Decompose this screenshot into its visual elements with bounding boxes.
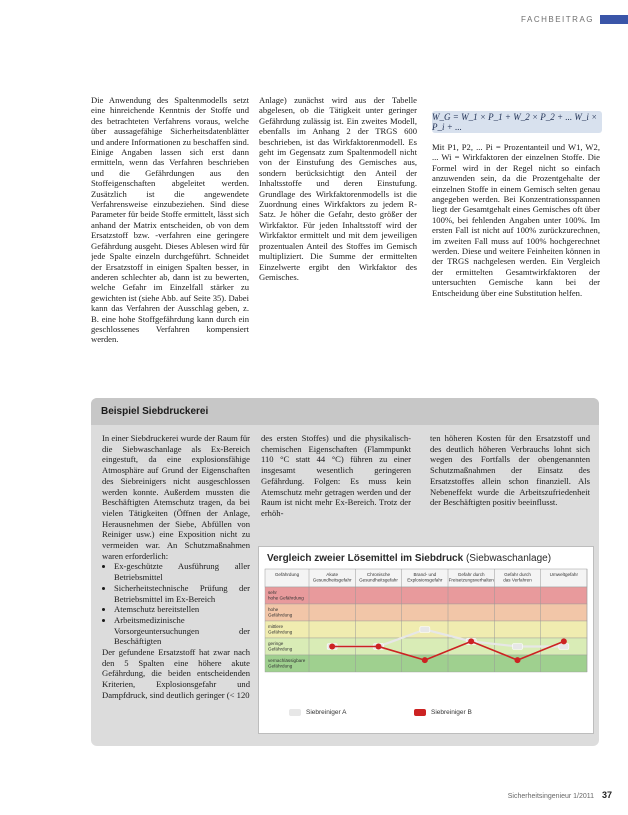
data-point (559, 644, 569, 650)
footer-text: Sicherheitsingenieur 1/2011 (507, 793, 595, 800)
example-title: Beispiel Siebdruckerei (91, 398, 599, 425)
data-point (420, 627, 430, 633)
risk-row (265, 604, 587, 621)
data-point (513, 644, 523, 650)
legend-item-a (289, 707, 346, 717)
column-header: Gefahr durch das Verfahren (503, 572, 532, 583)
list-item: • Arbeitsmedizinische Vorsorgeuntersuchungen der Beschäftigten (114, 615, 250, 647)
column-header: Umweltgefahr (549, 572, 579, 577)
column-3 (432, 142, 600, 385)
legend-label-b: Siebreiniger B (431, 708, 472, 716)
row-label: mittlere Gefährdung (268, 624, 293, 635)
example-col1-text: In einer Siebdruckerei wurde der Raum für die Siebwaschanlage als Ex-Bereich eingestuft, da eine explosionsfähige Atmosphäre auf Grund der Eigenschaften des Siebreinigers nicht ausgeschlossen werden konnte. Außerdem mussten die Beschäftigten Atemschutz tragen, da bei vielen Tätigkeiten (Öffnen der Anlage, Herausnehmen der Siebe, Abfüllen von Reiniger usw.) eine Exposition nicht zu vermeiden war. An Schutzmaßnahmen waren erforderlich: (102, 433, 250, 561)
data-point (329, 644, 335, 650)
column-header: Gefahr durch Freisetzungsverhalten (448, 572, 494, 583)
legend-swatch-b (414, 709, 426, 716)
data-point (515, 657, 521, 663)
column-1-text: Die Anwendung des Spaltenmodells setzt eine hinreichende Kenntnis der Stoffe und des betrachteten Verfahrens voraus, welche über aussagefähige Sicherheitsdatenblätter und andere Informationen zu beschaffen sind. Einige Angaben lassen sich erst dann ermitteln, wenn das Verfahren beschrieben und die Gefährdungen aus den Stoffeigenschaften abgeleitet werden. Zusätzlich ist die angewendete Verfahrensweise einzubeziehen. Sind diese Parameter für beide Stoffe ermittelt, lässt sich anhand der Matrix entscheiden, ob von dem Ersatzstoff bzw. -verfahren eine geringere Gefährdung ausgeht. Dieses Ablesen wird für jede Spalte einzeln durchgeführt. Schneidet der Ersatzstoff in einigen Spalten besser, in anderen schlechter ab, dann ist zu bewerten, welche Gefahr im Einzelfall stärker zu gewichten ist (siehe Abb. auf Seite 35). Dabei kann das Verfahren der Ausschlag geben, z. B. eine hohe Stoffgefährdung kann durch ein geschlossenes Verfahren kompensiert werden. (91, 95, 249, 345)
example-col2-text: des ersten Stoffes) und die physikalisch-chemischen Eigenschaften (Flammpunkt 110 °C statt 44 °C) führen zu einer insgesamt wesentlich geringeren Gefährdung. Folgen: Es muss kein Atemschutz mehr getragen werden und der Raum ist nicht mehr Ex-Bereich. Trotz der erhöh- (261, 433, 411, 518)
column-2-text: Anlage) zunächst wird aus der Tabelle abgelesen, ob die Tätigkeit unter geringer Gefährdung zulässig ist. Ein zweites Modell, ebenfalls im Anhang 2 der TRGS 600 beschrieben, ist das Wirkfaktorenmodell. Es geht im Gegensatz zum Spaltenmodell nicht von der Einstufung des Gemisches aus, sondern berücksichtigt den Anteil der Inhaltsstoffe und deren Einstufung. Grundlage des Wirkfaktorenmodells ist die Zuordnung eines Wirkfaktors zu jedem R-Satz. Je höher die Gefahr, desto größer der Wirkfaktor. Für jeden Inhaltsstoff wird der Wirkfaktor ermittelt und mit dem jeweiligen prozentualen Anteil des Stoffes im Gemisch multipliziert. Die Summe der ermittelten Einzelwerte ergibt den Wirkfaktor des Gemisches. (259, 95, 417, 282)
legend-item-b (414, 707, 472, 717)
column-header: Gefährdung (274, 572, 300, 577)
example-column-1 (102, 433, 250, 741)
data-point (561, 638, 567, 644)
column-header: Brand- und Explosionsgefahr (407, 572, 443, 583)
row-label: geringe Gefährdung (268, 641, 293, 652)
data-point (468, 638, 474, 644)
data-point (422, 657, 428, 663)
example-col3-text: ten höheren Kosten für den Ersatzstoff und des deutlich höheren Verbrauchs lohnt sich wegen des Fortfalls der obengenannten Schutzmaßnahmen der Einsatz des Ersatzstoffes allein schon finanziell. Als Nebeneffekt wurde die Arbeitszufriedenheit der Beschäftigten positiv beeinflusst. (430, 433, 590, 508)
chart-title-main: Vergleich zweier Lösemittel im Siebdruck (267, 553, 464, 564)
list-item: • Sicherheitstechnische Prüfung der Betriebsmittel im Ex-Bereich (114, 583, 250, 604)
list-item: • Ex-geschützte Ausführung aller Betriebsmittel (114, 561, 250, 582)
example-column-3 (430, 433, 590, 541)
page-number: 37 (601, 790, 612, 800)
risk-row (265, 587, 587, 604)
chart-subtitle: (Siebwaschanlage) (465, 553, 552, 564)
comparison-chart (258, 546, 594, 734)
section-label: FACHBEITRAG (521, 14, 594, 24)
legend-label-a: Siebreiniger A (306, 708, 347, 716)
example-col1-after: Der gefundene Ersatzstoff hat zwar nach den 5 Spalten eine höhere akute Gefährdung, die beiden entscheidenden Kriterien, Explosionsgefahr und Dampfdruck, sind deutlich geringer (< 120 (102, 647, 250, 700)
list-item: • Atemschutz bereitstellen (114, 604, 250, 615)
formula-box (432, 111, 602, 133)
section-bar (600, 15, 628, 24)
example-column-2 (261, 433, 411, 541)
row-label: hohe Gefährdung (268, 607, 293, 618)
column-header: Chronische Gesundheitsgefahr (359, 572, 398, 583)
legend-swatch-a (289, 709, 301, 716)
row-label: sehr hohe Gefährdung (268, 590, 304, 601)
measures-list (102, 561, 250, 647)
column-header: Akute Gesundheitsgefahr (312, 572, 352, 583)
page-header (521, 14, 628, 24)
formula: W_G = W_1 × P_1 + W_2 × P_2 + ... W_i × P_i + ... (432, 112, 598, 132)
column-2 (259, 95, 417, 385)
column-1 (91, 95, 249, 385)
data-point (376, 644, 382, 650)
column-3-text: Mit P1, P2, ... Pi = Prozentanteil und W1, W2, ... Wi = Wirkfaktoren der einzelnen Stoffe. Die Formel wird in der Regel nicht so einfach anzuwenden sein, da die Prozentgehalte der einzelnen Stoffe in einem Gemisch selten genau angegeben werden. Bei Konzentrationsspannen liegt der Gesamtgehalt eines Gemisches oft über 100%, bei fehlenden Angaben unter 100%. Im ersten Fall ist nicht auf 100% zurückzurechnen, im zweiten Fall muss auf 100% hochgerechnet werden. Diese und weitere Feinheiten können in der TRGS nachgelesen werden. Ein Vergleich der ermittelten Gesamtwirkfaktoren der untersuchten Gemische kann bei der Entscheidung über eine Substitution helfen. (432, 142, 600, 298)
row-label: vernachlässigbare Gefährdung (268, 658, 306, 669)
chart-plot (259, 547, 593, 733)
page-footer (508, 790, 612, 800)
